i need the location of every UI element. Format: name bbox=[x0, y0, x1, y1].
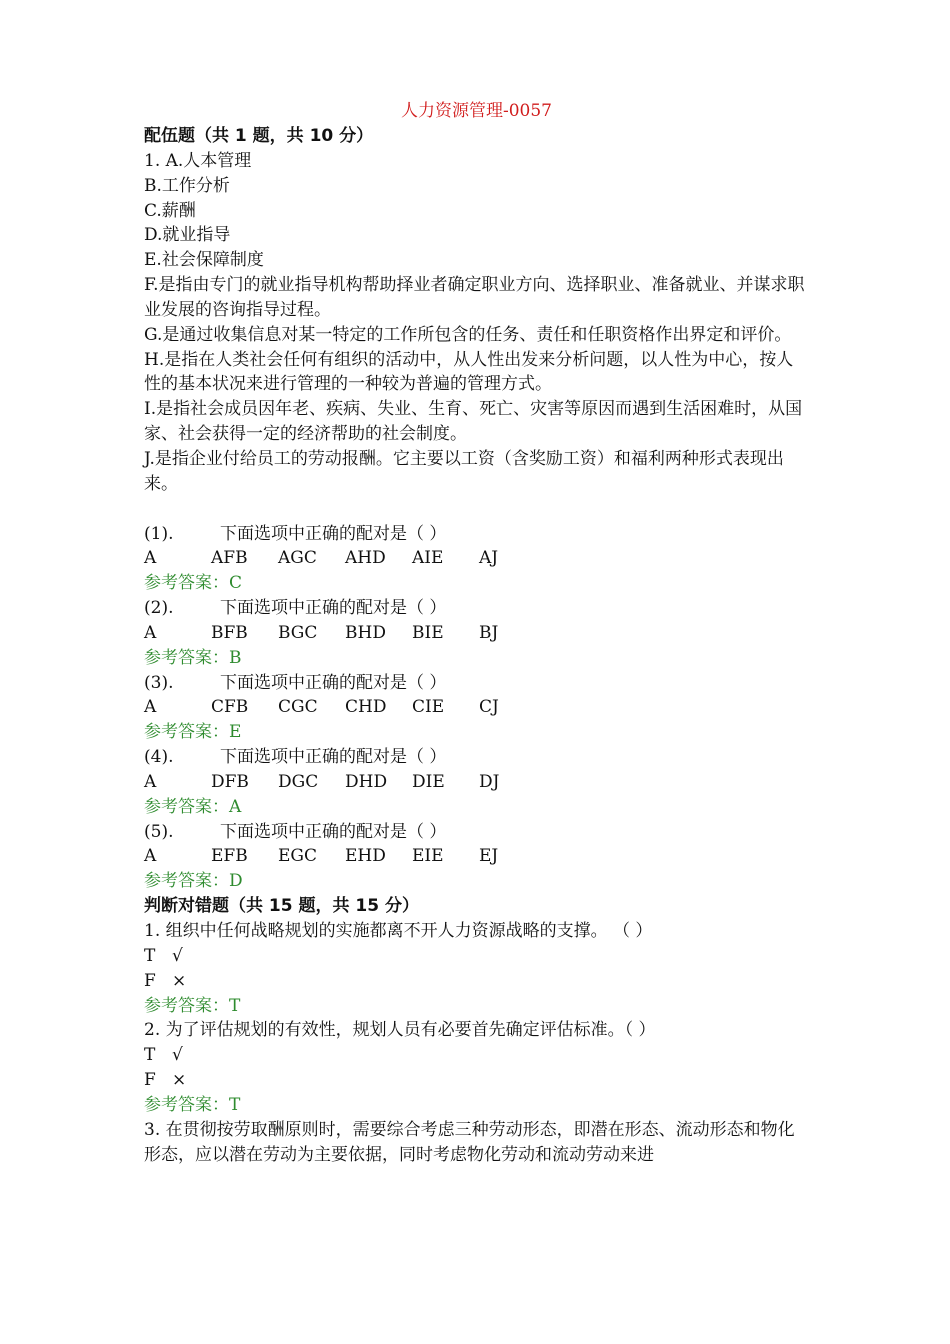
question-text: 下面选项中正确的配对是（ ） bbox=[220, 598, 447, 619]
option-row bbox=[144, 844, 809, 869]
document-page bbox=[144, 98, 809, 1167]
option: AJ bbox=[479, 548, 499, 569]
option: DGC bbox=[278, 771, 319, 792]
option-row bbox=[144, 695, 809, 720]
option-key: T bbox=[144, 945, 156, 966]
stem-definition: J.是指企业付给员工的劳动报酬。它主要以工资（含奖励工资）和福利两种形式表现出来。 bbox=[144, 448, 784, 494]
option: DJ bbox=[479, 771, 500, 792]
option: DHD bbox=[345, 771, 388, 792]
option: BFB bbox=[211, 622, 248, 643]
stem-line: 1. A.人本管理 bbox=[144, 150, 252, 171]
question-number: (4). bbox=[144, 747, 174, 768]
option: EIE bbox=[412, 846, 444, 867]
question-text: 下面选项中正确的配对是（ ） bbox=[220, 672, 447, 693]
option-true bbox=[144, 1043, 809, 1068]
option: EFB bbox=[211, 846, 248, 867]
option-row bbox=[144, 621, 809, 646]
stem-definition: H.是指在人类社会任何有组织的活动中，从人性出发来分析问题，以人性为中心，按人性的基本状况来进行管理的一种较为普遍的管理方式。 bbox=[144, 349, 794, 395]
question-text: 3. 在贯彻按劳取酬原则时，需要综合考虑三种劳动形态，即潜在形态、流动形态和物化形态，应以潜在劳动为主要依据，同时考虑物化劳动和流动劳动来进 bbox=[144, 1119, 795, 1165]
reference-answer: 参考答案：E bbox=[144, 722, 242, 743]
question-number: (3). bbox=[144, 672, 174, 693]
question-text: 2. 为了评估规划的有效性，规划人员有必要首先确定评估标准。（ ） bbox=[144, 1020, 656, 1041]
matching-question bbox=[144, 522, 809, 597]
stem-line: E.社会保障制度 bbox=[144, 250, 264, 271]
true-false-question bbox=[144, 919, 809, 1018]
option: BGC bbox=[278, 622, 318, 643]
cross-mark: × bbox=[172, 970, 187, 991]
question-number: (5). bbox=[144, 821, 174, 842]
option: CGC bbox=[278, 697, 318, 718]
option-key: T bbox=[144, 1045, 156, 1066]
option: EHD bbox=[345, 846, 386, 867]
option: DIE bbox=[412, 771, 445, 792]
cross-mark: × bbox=[172, 1070, 187, 1091]
option: BJ bbox=[479, 622, 499, 643]
option: A bbox=[144, 771, 157, 792]
option: DFB bbox=[211, 771, 249, 792]
option: EGC bbox=[278, 846, 317, 867]
stem-definition: F.是指由专门的就业指导机构帮助择业者确定职业方向、选择职业、准备就业、并谋求职业发展的咨询指导过程。 bbox=[144, 275, 805, 320]
option-false bbox=[144, 1068, 809, 1093]
option-row bbox=[144, 770, 809, 795]
option: AHD bbox=[345, 548, 386, 569]
option-key: F bbox=[144, 1070, 156, 1091]
reference-answer: 参考答案：T bbox=[144, 995, 241, 1016]
option: CHD bbox=[345, 697, 387, 718]
option: A bbox=[144, 697, 157, 718]
stem-definition: I.是指社会成员因年老、疾病、失业、生育、死亡、灾害等原因而遇到生活困难时，从国家、社会获得一定的经济帮助的社会制度。 bbox=[144, 399, 803, 445]
check-mark: √ bbox=[172, 945, 183, 966]
document-title: 人力资源管理-0057 bbox=[400, 101, 552, 121]
option-false bbox=[144, 969, 809, 994]
section-heading-matching: 配伍题（共 1 题，共 10 分） bbox=[144, 126, 374, 146]
question-text: 1. 组织中任何战略规划的实施都离不开人力资源战略的支撑。 （ ） bbox=[144, 921, 653, 941]
option: A bbox=[144, 622, 157, 643]
option: BIE bbox=[412, 622, 444, 643]
option: A bbox=[144, 846, 157, 867]
reference-answer: 参考答案：T bbox=[144, 1094, 241, 1115]
matching-question bbox=[144, 671, 809, 746]
question-text: 下面选项中正确的配对是（ ） bbox=[220, 523, 447, 544]
option-key: F bbox=[144, 970, 156, 991]
question-number: (1). bbox=[144, 523, 174, 544]
reference-answer: 参考答案：B bbox=[144, 647, 242, 668]
option-true bbox=[144, 944, 809, 969]
matching-question bbox=[144, 820, 809, 895]
question-text: 下面选项中正确的配对是（ ） bbox=[220, 821, 447, 842]
reference-answer: 参考答案：D bbox=[144, 871, 243, 892]
matching-question bbox=[144, 596, 809, 671]
stem-line: D.就业指导 bbox=[144, 225, 231, 246]
reference-answer: 参考答案：C bbox=[144, 573, 243, 594]
section-heading-true-false: 判断对错题（共 15 题，共 15 分） bbox=[144, 896, 419, 917]
option: AGC bbox=[278, 548, 317, 569]
check-mark: √ bbox=[172, 1045, 183, 1066]
option: BHD bbox=[345, 622, 386, 643]
reference-answer: 参考答案：A bbox=[144, 796, 242, 817]
option-row bbox=[144, 546, 809, 571]
option: CJ bbox=[479, 697, 499, 718]
question-text: 下面选项中正确的配对是（ ） bbox=[220, 747, 447, 768]
option: A bbox=[144, 548, 157, 569]
stem-line: B.工作分析 bbox=[144, 175, 230, 196]
option: CIE bbox=[412, 697, 445, 718]
option: AIE bbox=[412, 548, 444, 569]
blank-line bbox=[144, 497, 809, 522]
option: EJ bbox=[479, 846, 499, 867]
stem-definition: G.是通过收集信息对某一特定的工作所包含的任务、责任和任职资格作出界定和评价。 bbox=[144, 324, 792, 345]
question-number: (2). bbox=[144, 598, 174, 619]
matching-question bbox=[144, 745, 809, 820]
stem-line: C.薪酬 bbox=[144, 200, 196, 221]
option: AFB bbox=[211, 548, 248, 569]
option: CFB bbox=[211, 697, 249, 718]
true-false-question bbox=[144, 1018, 809, 1117]
